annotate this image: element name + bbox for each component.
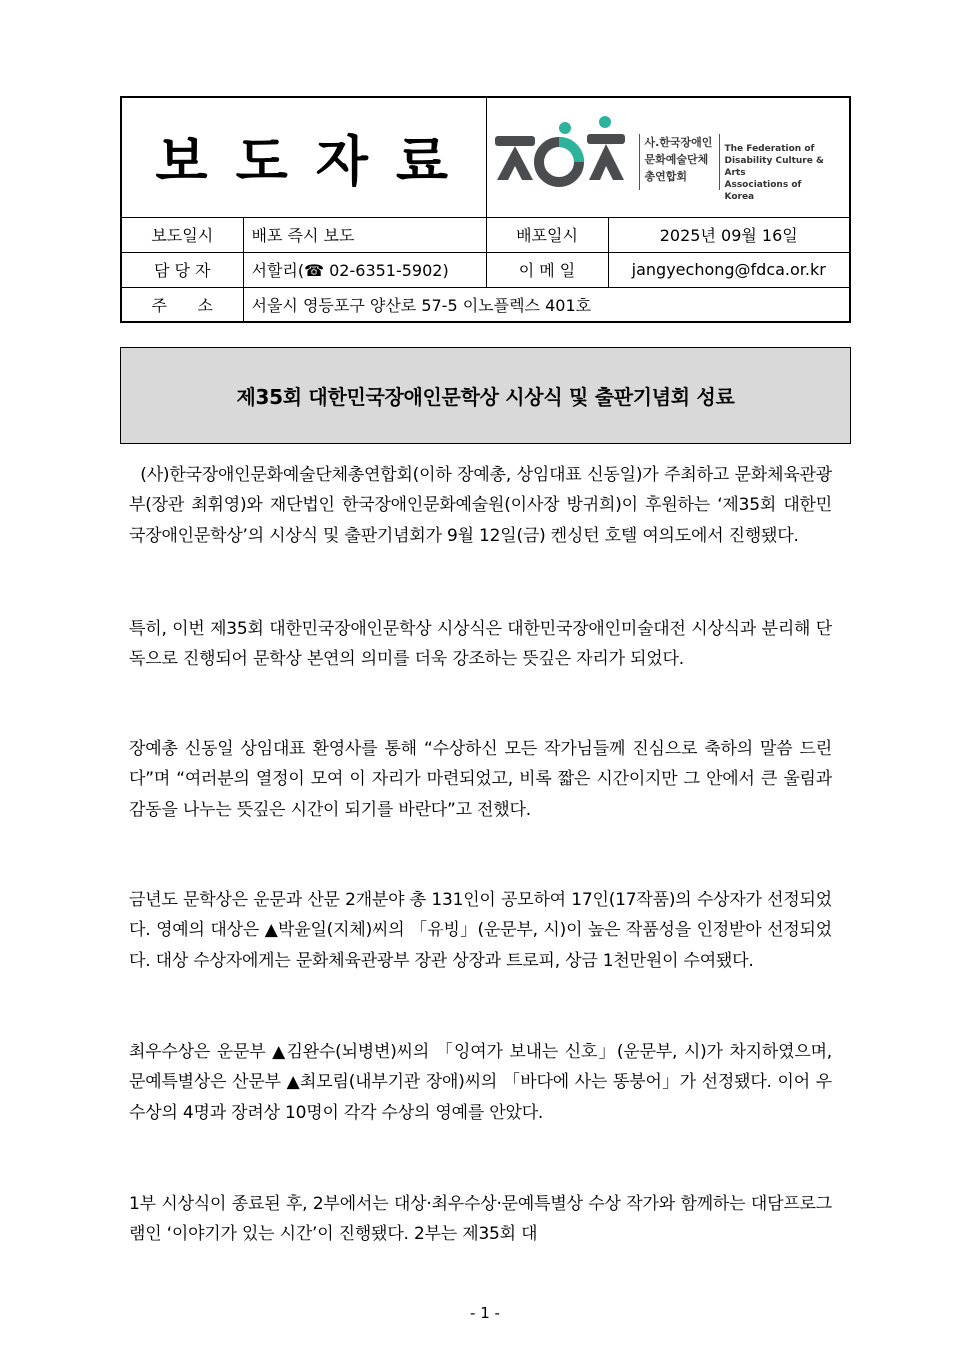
title-cell [121, 97, 486, 217]
body-paragraph: 최우수상은 운문부 ▲김완수(뇌병변)씨의 「잉여가 보내는 신호」(운문부, 시)가 차지하였으며, 문예특별상은 산문부 ▲최모림(내부기관 장애)씨의 「바다에 사는 똥붕어」가 선정됐다. 이어 우수상의 4명과 장려상 10명이 각각 수상의 영예를 안았다. [129, 1042, 832, 1123]
logo-divider [639, 134, 640, 190]
logo-mark-icon [493, 112, 633, 202]
org-ko-line: 총연합회 [644, 170, 688, 183]
organization-name-korean [645, 134, 713, 185]
contact-person-value: 서할리(☎ 02-6351-5902) [243, 252, 486, 287]
body-paragraph: (사)한국장애인문화예술단체총연합회(이하 장예총, 상임대표 신동일)가 주최하고 문화체육관광부(장관 최휘영)와 재단법인 한국장애인문화예술원(이사장 방귀희)이 후원하는 ‘제35회 대한민국장애인문학상’의 시상식 및 출판기념회가 9월 12일(금) 켄싱턴 호텔 여의도에서 진행됐다. [129, 465, 832, 546]
article-headline: 제35회 대한민국장애인문학상 시상식 및 출판기념회 성료 [236, 385, 735, 409]
body-paragraph: 금년도 문학상은 운문과 산문 2개분야 총 131인이 공모하여 17인(17작품)의 수상자가 선정되었다. 영예의 대상은 ▲박윤일(지체)씨의 「유빙」(운문부, 시)이 높은 작품성을 인정받아 선정되었다. 대상 수상자에게는 문화체육관광부 장관 상장과 트로피, 상금 1천만원이 수여됐다. [129, 890, 832, 971]
org-ko-line: 사.한국장애인 [644, 136, 713, 149]
address-label: 주 소 [121, 287, 243, 322]
distribution-date-value: 2025년 09월 16일 [608, 217, 850, 252]
org-en-line: Disability Culture & Arts [724, 156, 824, 178]
press-release-title: 보도자료 [155, 129, 477, 193]
address-value: 서울시 영등포구 양산로 57-5 이노플렉스 401호 [243, 287, 850, 322]
org-en-line: Associations of [724, 180, 802, 190]
release-time-label: 보도일시 [121, 217, 243, 252]
body-paragraph: 장예총 신동일 상임대표 환영사를 통해 “수상하신 모든 작가님들께 진심으로 축하의 말씀 드린다”며 “여러분의 열정이 모여 이 자리가 마련되었고, 비록 짧은 시간이지만 그 안에서 큰 울림과 감동을 나누는 뜻깊은 시간이 되기를 바란다”고 전했다. [129, 739, 832, 820]
body-paragraph: 1부 시상식이 종료된 후, 2부에서는 대상·최우수상·문예특별상 수상 작가와 함께하는 대담프로그램인 ‘이야기가 있는 시간’이 진행됐다. 2부는 제35회 대 [129, 1194, 832, 1245]
distribution-date-label: 배포일시 [486, 217, 608, 252]
press-header-table [120, 96, 851, 323]
page-number: - 1 - [470, 1304, 500, 1322]
contact-row [121, 252, 850, 287]
contact-person-label: 담 당 자 [121, 252, 243, 287]
organization-name-english [725, 143, 847, 203]
release-time-value: 배포 즉시 보도 [243, 217, 486, 252]
body-paragraph: 특히, 이번 제35회 대한민국장애인문학상 시상식은 대한민국장애인미술대전 시상식과 분리해 단독으로 진행되어 문학상 본연의 의미를 더욱 강조하는 뜻깊은 자리가 되었다. [129, 619, 832, 670]
org-en-line: The Federation of [724, 144, 815, 154]
headline-box [120, 347, 851, 444]
logo-cell [486, 97, 850, 217]
address-row [121, 287, 850, 322]
release-date-row [121, 217, 850, 252]
email-link[interactable]: jangyechong@fdca.or.kr [608, 252, 850, 287]
org-en-line: Korea [724, 192, 755, 202]
organization-logo [493, 112, 847, 202]
org-ko-line: 문화예술단체 [644, 153, 709, 166]
logo-divider [719, 134, 720, 190]
email-label: 이 메 일 [486, 252, 608, 287]
